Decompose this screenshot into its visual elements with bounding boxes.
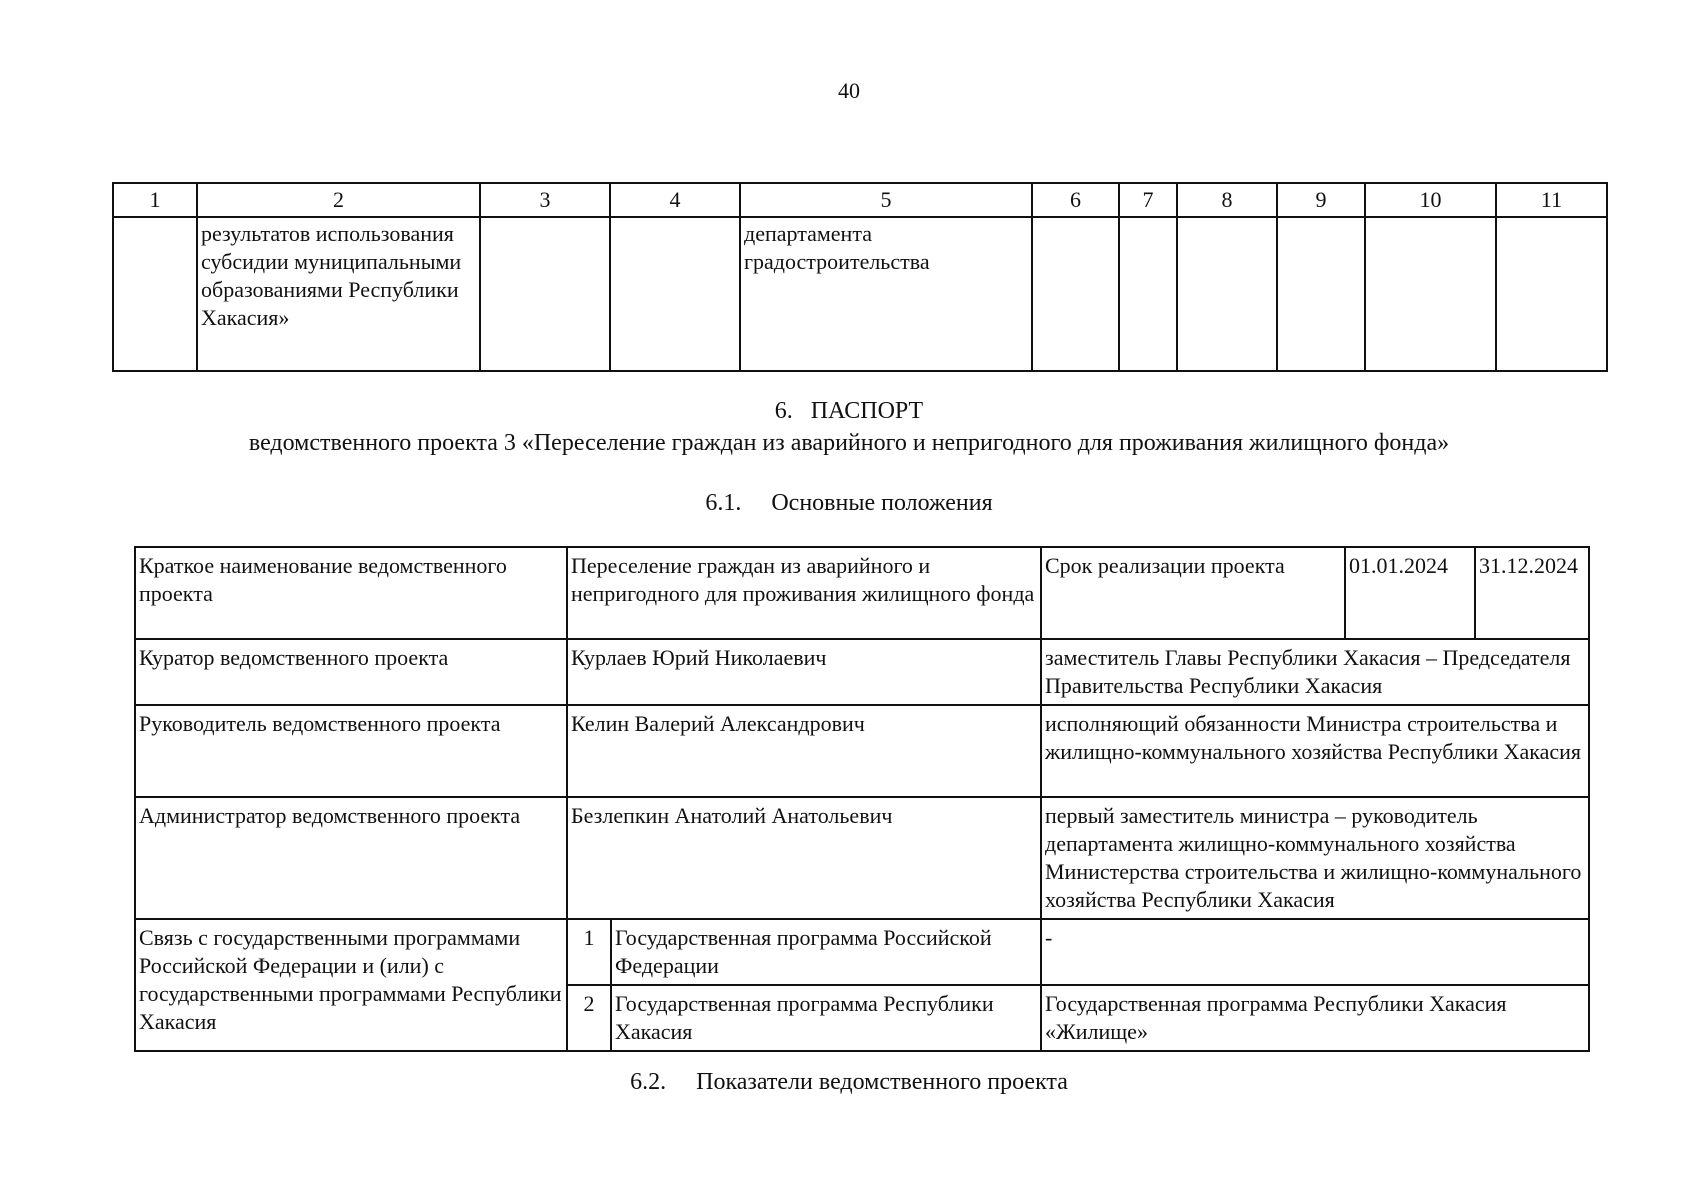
short-name-value: Переселение граждан из аварийного и непригодного для проживания жилищного фонда: [567, 547, 1041, 639]
table-row: [113, 217, 1607, 371]
head-label: Руководитель ведомственного проекта: [135, 705, 567, 797]
column-header: 4: [610, 183, 740, 217]
column-header: 2: [197, 183, 480, 217]
column-header: 10: [1365, 183, 1496, 217]
table-row: [135, 547, 1589, 639]
admin-name: Безлепкин Анатолий Анатольевич: [567, 797, 1041, 919]
column-header: 11: [1496, 183, 1607, 217]
term-label: Срок реализации проекта: [1041, 547, 1345, 639]
term-end: 31.12.2024: [1475, 547, 1589, 639]
table-row: [135, 797, 1589, 919]
head-position: исполняющий обязанности Министра строительства и жилищно-коммунального хозяйства Республики Хакасия: [1041, 705, 1589, 797]
admin-label: Администратор ведомственного проекта: [135, 797, 567, 919]
table-cell: [480, 217, 610, 371]
link-number: 2: [567, 985, 611, 1051]
column-header: 1: [113, 183, 197, 217]
curator-name: Курлаев Юрий Николаевич: [567, 639, 1041, 705]
section-6-1-title: 6.1. Основные положения: [705, 490, 993, 516]
table-header-row: [113, 183, 1607, 217]
short-name-label: Краткое наименование ведомственного проекта: [135, 547, 567, 639]
page-number: 40: [838, 78, 860, 103]
link-type: Государственная программа Республики Хакасия: [611, 985, 1041, 1051]
continuation-table: [112, 182, 1608, 372]
passport-table: [134, 546, 1590, 1052]
link-type: Государственная программа Российской Федерации: [611, 919, 1041, 985]
head-name: Келин Валерий Александрович: [567, 705, 1041, 797]
admin-position: первый заместитель министра – руководитель департамента жилищно-коммунального хозяйства Министерства строительства и жилищно-коммунального хозяйства Республики Хакасия: [1041, 797, 1589, 919]
column-header: 8: [1177, 183, 1277, 217]
table-cell: [1032, 217, 1119, 371]
table-cell: [610, 217, 740, 371]
link-value: Государственная программа Республики Хакасия «Жилище»: [1041, 985, 1589, 1051]
table-row: [135, 705, 1589, 797]
link-number: 1: [567, 919, 611, 985]
table-cell: [1177, 217, 1277, 371]
table-row: [135, 919, 1589, 985]
column-header: 7: [1119, 183, 1177, 217]
section-6-subtitle: ведомственного проекта 3 «Переселение граждан из аварийного и непригодного для проживания жилищного фонда»: [248, 430, 1450, 456]
column-header: 6: [1032, 183, 1119, 217]
table-cell: департамента градостроительства: [740, 217, 1032, 371]
link-value: -: [1041, 919, 1589, 985]
table-cell: [1365, 217, 1496, 371]
link-label: Связь с государственными программами Российской Федерации и (или) с государственными программами Республики Хакасия: [135, 919, 567, 1051]
column-header: 9: [1277, 183, 1365, 217]
table-cell: результатов использования субсидии муниципальными образованиями Республики Хакасия»: [197, 217, 480, 371]
table-cell: [1119, 217, 1177, 371]
column-header: 3: [480, 183, 610, 217]
section-6-2-title: 6.2. Показатели ведомственного проекта: [630, 1069, 1068, 1095]
term-start: 01.01.2024: [1345, 547, 1475, 639]
table-row: [135, 639, 1589, 705]
table-cell: [1277, 217, 1365, 371]
table-cell: [113, 217, 197, 371]
curator-label: Куратор ведомственного проекта: [135, 639, 567, 705]
curator-position: заместитель Главы Республики Хакасия – Председателя Правительства Республики Хакасия: [1041, 639, 1589, 705]
column-header: 5: [740, 183, 1032, 217]
section-6-title: 6. ПАСПОРТ: [774, 398, 924, 424]
table-cell: [1496, 217, 1607, 371]
